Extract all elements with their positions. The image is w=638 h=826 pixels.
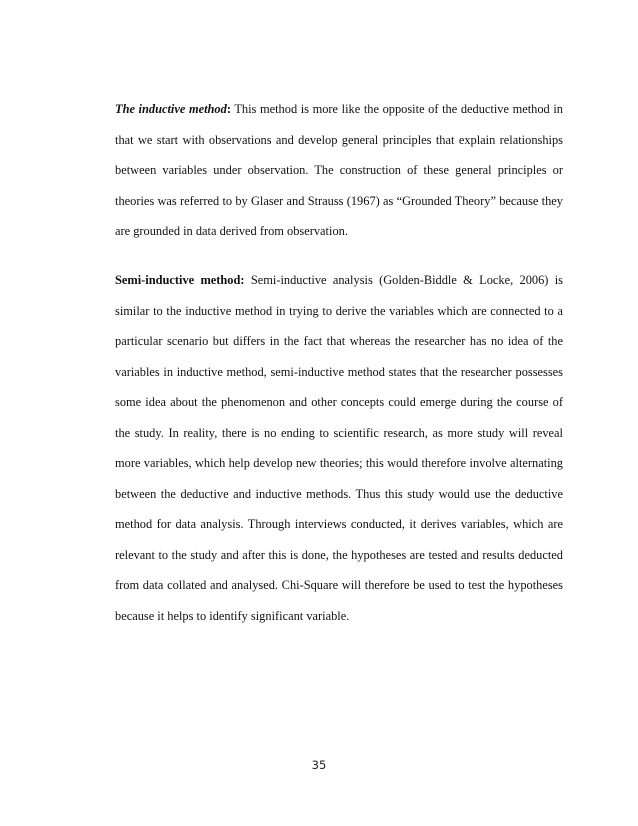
- paragraph-semi-inductive-method: [115, 265, 563, 631]
- paragraph-semi-inductive-method-text: Semi-inductive analysis (Golden-Biddle & Locke, 2006) is similar to the inductive method in trying to derive the variables which are connected to a particular scenario but differs in the fact that whereas the researcher has no idea of the variables in inductive method, semi-inductive method states that the researcher possesses some idea about the phenomenon and other concepts could emerge during the course of the study. In reality, there is no ending to scientific research, as more study will reveal more variables, which help develop new theories; this would therefore involve alternating between the deductive and inductive methods. Thus this study would use the deductive method for data analysis. Through interviews conducted, it derives variables, which are relevant to the study and after this is done, the hypotheses are tested and results deducted from data collated and analysed. Chi-Square will therefore be used to test the hypotheses because it helps to identify significant variable.: [115, 273, 563, 623]
- page-number: 35: [311, 758, 327, 772]
- heading-inductive-method: The inductive method: [115, 102, 227, 116]
- heading-semi-inductive-method: Semi-inductive method:: [115, 273, 245, 287]
- paragraph-inductive-method-text: This method is more like the opposite of the deductive method in that we start with observations and develop general principles that explain relationships between variables under observation. The construction of these general principles or theories was referred to by Glaser and Strauss (1967) as “Grounded Theory” because they are grounded in data derived from observation.: [115, 102, 563, 238]
- heading-inductive-method-colon: :: [226, 102, 231, 116]
- paragraph-inductive-method: [115, 94, 563, 247]
